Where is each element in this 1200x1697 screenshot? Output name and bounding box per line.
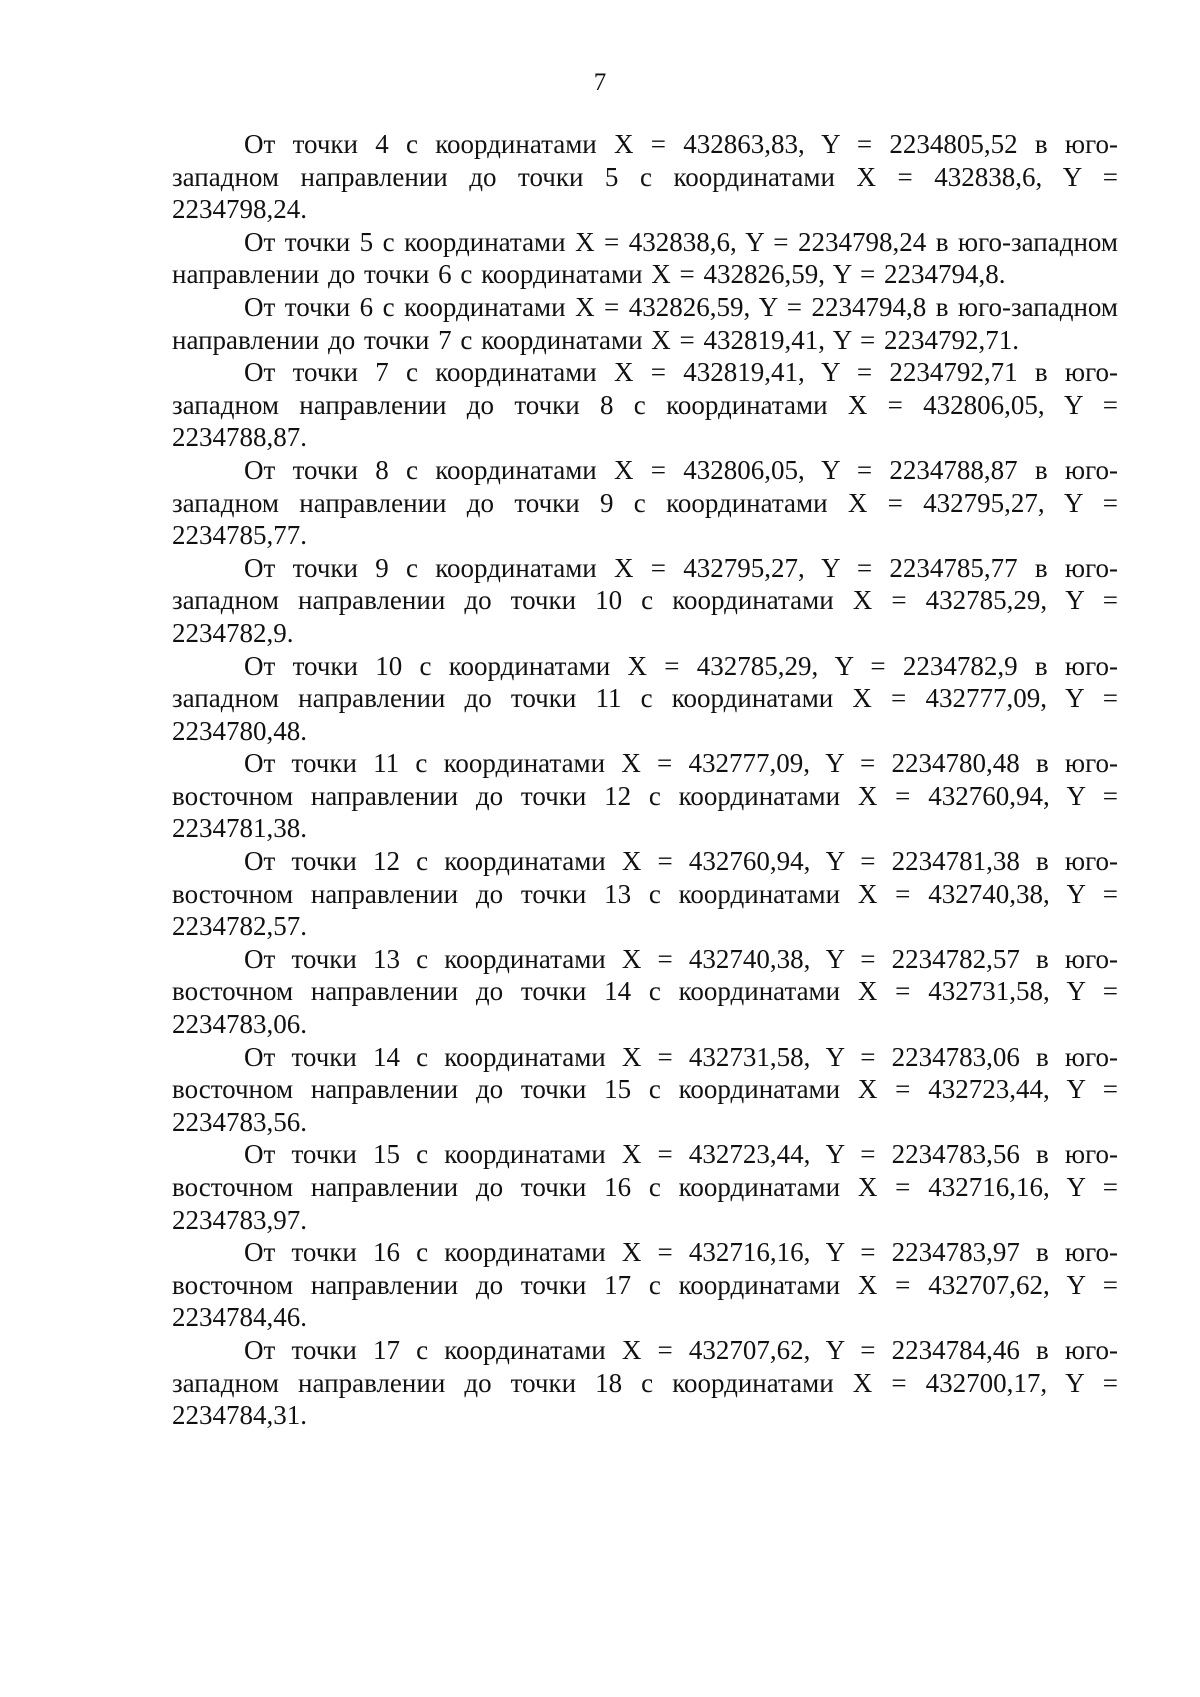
paragraph-point-16-to-17: От точки 16 с координатами X = 432716,16, Y = 2234783,97 в юго-восточном направлении до точки 17 с координатами X = 432707,62, Y = 2234784,46. <box>172 1237 1118 1333</box>
document-body <box>172 128 1118 1432</box>
paragraph-point-6-to-7: От точки 6 с координатами X = 432826,59, Y = 2234794,8 в юго-западном направлении до точки 7 с координатами X = 432819,41, Y = 2234792,71. <box>172 291 1118 355</box>
paragraph-point-4-to-5: От точки 4 с координатами X = 432863,83, Y = 2234805,52 в юго-западном направлении до точки 5 с координатами X = 432838,6, Y = 2234798,24. <box>172 129 1118 225</box>
paragraph-point-17-to-18: От точки 17 с координатами X = 432707,62, Y = 2234784,46 в юго-западном направлении до точки 18 с координатами X = 432700,17, Y = 2234784,31. <box>172 1334 1118 1431</box>
paragraph-point-13-to-14: От точки 13 с координатами X = 432740,38, Y = 2234782,57 в юго-восточном направлении до точки 14 с координатами X = 432731,58, Y = 2234783,06. <box>172 943 1118 1040</box>
page-number: 7 <box>593 69 607 96</box>
paragraph-point-14-to-15: От точки 14 с координатами X = 432731,58, Y = 2234783,06 в юго-восточном направлении до точки 15 с координатами X = 432723,44, Y = 2234783,56. <box>172 1041 1118 1137</box>
paragraph-point-8-to-9: От точки 8 с координатами X = 432806,05, Y = 2234788,87 в юго-западном направлении до точки 9 с координатами X = 432795,27, Y = 2234785,77. <box>172 454 1118 551</box>
paragraph-point-10-to-11: От точки 10 с координатами X = 432785,29, Y = 2234782,9 в юго-западном направлении до точки 11 с координатами X = 432777,09, Y = 2234780,48. <box>172 650 1118 746</box>
paragraph-point-12-to-13: От точки 12 с координатами X = 432760,94, Y = 2234781,38 в юго-восточном направлении до точки 13 с координатами X = 432740,38, Y = 2234782,57. <box>172 846 1118 942</box>
paragraph-point-15-to-16: От точки 15 с координатами X = 432723,44, Y = 2234783,56 в юго-восточном направлении до точки 16 с координатами X = 432716,16, Y = 2234783,97. <box>172 1139 1118 1235</box>
paragraph-point-7-to-8: От точки 7 с координатами X = 432819,41, Y = 2234792,71 в юго-западном направлении до точки 8 с координатами X = 432806,05, Y = 2234788,87. <box>172 357 1118 453</box>
paragraph-point-9-to-10: От точки 9 с координатами X = 432795,27, Y = 2234785,77 в юго-западном направлении до точки 10 с координатами X = 432785,29, Y = 2234782,9. <box>172 552 1118 648</box>
paragraph-point-11-to-12: От точки 11 с координатами X = 432777,09, Y = 2234780,48 в юго-восточном направлении до точки 12 с координатами X = 432760,94, Y = 2234781,38. <box>172 748 1118 844</box>
paragraph-point-5-to-6: От точки 5 с координатами X = 432838,6, Y = 2234798,24 в юго-западном направлении до точки 6 с координатами X = 432826,59, Y = 2234794,8. <box>172 226 1118 290</box>
